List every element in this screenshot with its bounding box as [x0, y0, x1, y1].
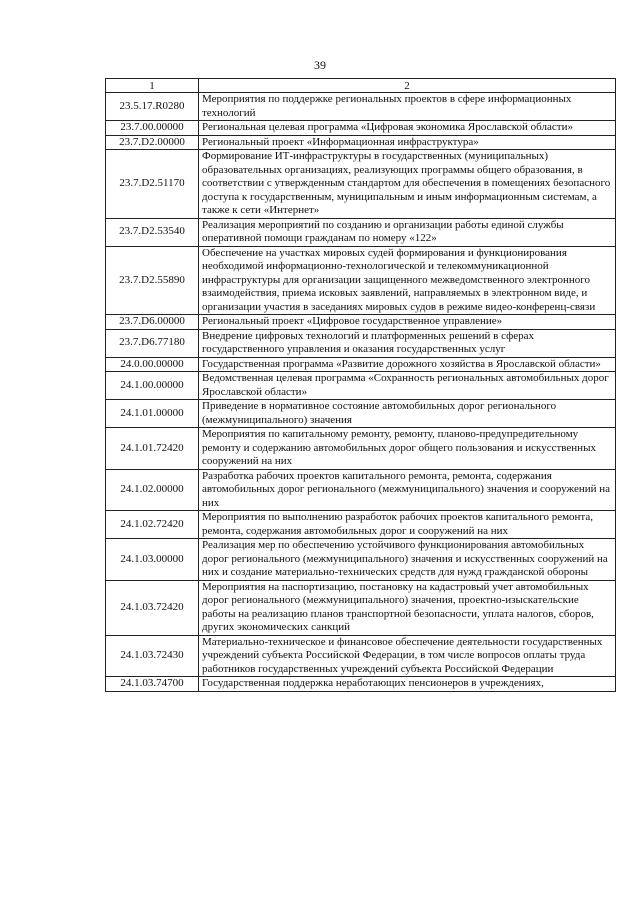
table-row [106, 469, 616, 511]
table-row [106, 315, 616, 330]
page-number: 39 [314, 58, 326, 72]
table-row [106, 635, 616, 677]
table-row [106, 357, 616, 372]
row-name: Формирование ИТ-инфраструктуры в государственных (муниципальных) образовательных организациях, реализующих программы общего образования, в соответствии с утвержденным стандартом для обеспечения в помещениях безопасного доступа к государственным, муниципальным и иным информационным системам, а также к сети «Интернет» [199, 150, 616, 219]
table-row [106, 329, 616, 357]
row-code: 23.7.00.00000 [106, 121, 199, 136]
row-code: 24.1.02.72420 [106, 511, 199, 539]
row-name: Приведение в нормативное состояние автомобильных дорог регионального (межмуниципального) значения [199, 400, 616, 428]
row-code: 24.1.03.72420 [106, 580, 199, 635]
row-name: Внедрение цифровых технологий и платформенных решений в сферах государственного управления и оказания государственных услуг [199, 329, 616, 357]
row-name: Мероприятия на паспортизацию, постановку на кадастровый учет автомобильных дорог регионального (межмуниципального) значения, проектно-изыскательские работы на реализацию планов транспортной безопасности, уплата налогов, сборов, других экономических санкций [199, 580, 616, 635]
row-code: 23.7.D2.00000 [106, 135, 199, 150]
row-code: 24.1.02.00000 [106, 469, 199, 511]
row-code: 24.0.00.00000 [106, 357, 199, 372]
table-row [106, 135, 616, 150]
table-row [106, 218, 616, 246]
table-row [106, 580, 616, 635]
table-row [106, 93, 616, 121]
table-row [106, 246, 616, 315]
table-header-row [106, 79, 616, 93]
row-name: Мероприятия по выполнению разработок рабочих проектов капитального ремонта, ремонта, содержания автомобильных дорог и сооружений на них [199, 511, 616, 539]
row-code: 23.7.D2.55890 [106, 246, 199, 315]
row-code: 24.1.01.00000 [106, 400, 199, 428]
table-row [106, 150, 616, 219]
table-row [106, 539, 616, 581]
row-name: Материально-техническое и финансовое обеспечение деятельности государственных учреждений субъекта Российской Федерации, в том числе вопросов оплаты труда работников государственных учреждений субъекта Российской Федерации [199, 635, 616, 677]
table-row [106, 400, 616, 428]
row-name: Государственная программа «Развитие дорожного хозяйства в Ярославской области» [199, 357, 616, 372]
row-name: Государственная поддержка неработающих пенсионеров в учреждениях, [199, 677, 616, 692]
column-header-name: 2 [199, 79, 616, 93]
row-code: 23.7.D6.00000 [106, 315, 199, 330]
table-row [106, 677, 616, 692]
row-code: 24.1.03.74700 [106, 677, 199, 692]
row-name: Реализация мер по обеспечению устойчивого функционирования автомобильных дорог регионального (межмуниципального) значения и искусственных сооружений на них и создание материально-технических средств для нужд гражданской обороны [199, 539, 616, 581]
row-name: Региональная целевая программа «Цифровая экономика Ярославской области» [199, 121, 616, 136]
table-row [106, 428, 616, 470]
row-name: Региональный проект «Информационная инфраструктура» [199, 135, 616, 150]
table-row [106, 511, 616, 539]
row-name: Разработка рабочих проектов капитального ремонта, ремонта, содержания автомобильных дорог регионального (межмуниципального) значения и сооружений на них [199, 469, 616, 511]
row-code: 24.1.00.00000 [106, 372, 199, 400]
row-name: Реализация мероприятий по созданию и организации работы единой службы оперативной помощи гражданам по номеру «122» [199, 218, 616, 246]
table-row [106, 121, 616, 136]
row-code: 24.1.03.72430 [106, 635, 199, 677]
row-name: Обеспечение на участках мировых судей формирования и функционирования необходимой информационно-технологической и телекоммуникационной инфраструктуры для организации защищенного межведомственного электронного взаимодействия, приема исковых заявлений, направляемых в электронном виде, и организации участия в заседаниях мировых судов в режиме видео-конференц-связи [199, 246, 616, 315]
row-code: 24.1.01.72420 [106, 428, 199, 470]
budget-classification-table [105, 78, 616, 692]
column-header-code: 1 [106, 79, 199, 93]
row-name: Мероприятия по поддержке региональных проектов в сфере информационных технологий [199, 93, 616, 121]
row-code: 23.7.D2.51170 [106, 150, 199, 219]
row-name: Региональный проект «Цифровое государственное управление» [199, 315, 616, 330]
row-name: Ведомственная целевая программа «Сохранность региональных автомобильных дорог Ярославской области» [199, 372, 616, 400]
row-name: Мероприятия по капитальному ремонту, ремонту, планово-предупредительному ремонту и содержанию автомобильных дорог общего пользования и искусственных сооружений на них [199, 428, 616, 470]
row-code: 23.7.D6.77180 [106, 329, 199, 357]
table-row [106, 372, 616, 400]
row-code: 23.5.17.R0280 [106, 93, 199, 121]
row-code: 24.1.03.00000 [106, 539, 199, 581]
row-code: 23.7.D2.53540 [106, 218, 199, 246]
